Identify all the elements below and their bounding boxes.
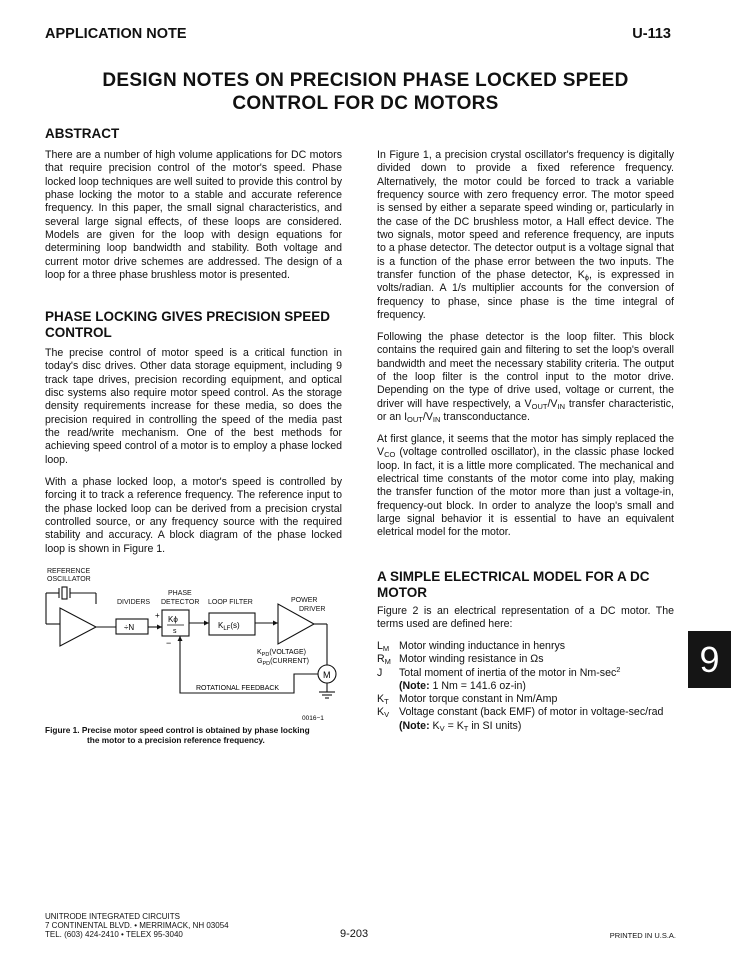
footer-street: 7 CONTINENTAL BLVD. • MERRIMACK, NH 03054 — [45, 921, 229, 930]
label-loop-filter: LOOP FILTER — [208, 599, 253, 606]
term-row: $R_M$ Motor winding resistance in Ωs — [377, 653, 544, 667]
heading-line: A SIMPLE ELECTRICAL MODEL FOR A DC — [377, 569, 650, 584]
label-driver: DRIVER — [299, 606, 326, 613]
page-number: 9-203 — [340, 928, 369, 940]
label-oscillator: OSCILLATOR — [47, 576, 91, 583]
paragraph: At first glance, it seems that the motor has simply replaced the $V_{CO}$ (voltage controlled oscillator), in the classic phase locked loop. In fact, it is a little more complicated. The mechanical and electrical time constants of the motor come into play, making the transfer function of the motor more than just a voltage-in, frequency-out block. In order to analyze the loop's small and large signal behavior it is essential to have an equivalent eletrical model for the motor. — [377, 433, 674, 539]
footer-phone: TEL. (603) 424-2410 • TELEX 95-3040 — [45, 930, 183, 939]
kphi-label: Kϕ — [168, 615, 178, 624]
abstract-heading: ABSTRACT — [45, 126, 120, 141]
paragraph: The precise control of motor speed is a critical function in today's disc drives. Other data storage equipment, including 9 track tape drives, precision recording equipment, and optical disc systems also require motor speed control. As the storage density requirements increase for these media, so does the precision required in controlling the speed of the media past the read/write mechanism. One of the best methods for achieving speed control of a motor is to employ a phase locked loop. — [45, 347, 342, 466]
printed-note: PRINTED IN U.S.A. — [609, 931, 676, 940]
klf-label: $K_{LF}(s)$ — [218, 621, 240, 632]
footer-company: UNITRODE INTEGRATED CIRCUITS — [45, 912, 180, 921]
motor-label: M — [323, 670, 331, 680]
feedback-label: ROTATIONAL FEEDBACK — [196, 685, 280, 692]
figure-1-caption — [45, 725, 345, 745]
oscillator-amplifier-icon — [60, 608, 96, 646]
kpd-voltage-label: $K_{PD}(VOLTAGE)$ — [257, 649, 307, 658]
doc-type-header: APPLICATION NOTE — [45, 26, 187, 42]
heading-line: CONTROL — [45, 325, 112, 340]
paragraph: Figure 2 is an electrical representation of a DC motor. The terms used are defined here: — [377, 605, 674, 631]
figure-1-block-diagram — [44, 564, 344, 726]
minus-sign: − — [166, 638, 172, 648]
label-dividers: DIVIDERS — [117, 599, 151, 606]
section-heading-phase-locking — [45, 309, 342, 341]
paragraph: In Figure 1, a precision crystal oscillator's frequency is digitally divided down to provide a fixed reference frequency. Alternatively, the motor could be forced to track a variable frequency source with zero frequency error. The motor speed is sensed by either a separate speed winding or, particularly in the case of the DC brushless motor, a Hall effect device. The two signals, motor speed and reference frequency, are inputs to a phase detector. The detector output is a voltage signal that is a function of the phase error between the two inputs. The transfer function of the phase detector, $K_\phi$, is expressed in volts/radian. A 1/s multiplier accounts for the conversion of frequency to phase, since phase is the time integral of frequency. — [377, 149, 674, 322]
heading-line: PHASE LOCKING GIVES PRECISION SPEED — [45, 309, 331, 324]
caption-line: Figure 1. Precise motor speed control is obtained by phase locking — [45, 725, 310, 735]
terms-list — [377, 640, 674, 733]
paragraph: Following the phase detector is the loop filter. This block contains the required gain and filtering to set the loop's overall bandwidth and meet the necessary stability criteria. The output of the loop filter is the control input to the motor drive. Depending on the type of drive used, voltage or current, the driver will have respectively, a $V_{OUT}/V_{IN}$ transfer characteristic, or an $I_{OUT}/V_{IN}$ transconductance. — [377, 331, 675, 425]
term-row: $K_V$ Voltage constant (back EMF) of motor in voltage-sec/rad — [377, 706, 664, 720]
s-label: s — [173, 628, 177, 635]
heading-line: MOTOR — [377, 585, 427, 600]
divider-label: ÷N — [124, 623, 135, 632]
term-note: (Note: 1 Nm = 141.6 oz-in) — [399, 679, 526, 692]
label-phase: PHASE — [168, 590, 192, 597]
label-reference: REFERENCE — [47, 568, 91, 575]
caption-line: the motor to a precision reference frequency. — [87, 735, 265, 745]
footer-address — [45, 912, 229, 939]
figure-code: 0016−1 — [302, 715, 324, 722]
page-title — [0, 69, 731, 115]
label-detector: DETECTOR — [161, 599, 200, 606]
ground-icon — [319, 692, 335, 698]
crystal-icon — [46, 587, 96, 624]
abstract-text: There are a number of high volume applications for DC motors that require precision control of the motor's speed. Phase locked loop techniques are well suited to provide this control by phase locking the motor to a stable and accurate reference frequency. In this paper, the small signal characteristics, and several large signal effects, of these loops are considered. Models are given for the loop with design equations for determining loop bandwidth and stability. Both voltage and current motor drive schemes are addressed. The design of a loop for a three phase brushless motor is presented. — [45, 149, 342, 282]
section-heading-electrical-model — [377, 569, 674, 601]
section-tab: 9 — [688, 631, 731, 688]
title-line-1: DESIGN NOTES ON PRECISION PHASE LOCKED SPEED — [102, 70, 629, 91]
paragraph: With a phase locked loop, a motor's speed is controlled by forcing it to track a reference frequency. The reference input to the phase locked loop can be derived from a precision crystal controlled source, or any frequency source with the required stability and accuracy. A block diagram of the phase locked loop is shown in Figure 1. — [45, 476, 342, 555]
doc-number: U-113 — [632, 26, 671, 42]
term-row: $L_M$ Motor winding inductance in henrys — [377, 640, 566, 653]
plus-sign: + — [155, 611, 160, 620]
term-row: $K_T$ Motor torque constant in Nm/Amp — [377, 693, 558, 707]
label-power: POWER — [291, 597, 318, 604]
term-note: (Note: $K_V = K_T$ in SI units) — [399, 719, 522, 733]
gpd-current-label: $G_{PD}(CURRENT)$ — [257, 658, 309, 667]
title-line-2: CONTROL FOR DC MOTORS — [232, 93, 499, 114]
term-row: J Total moment of inertia of the motor in $Nm-\sec^2$ — [377, 664, 621, 679]
